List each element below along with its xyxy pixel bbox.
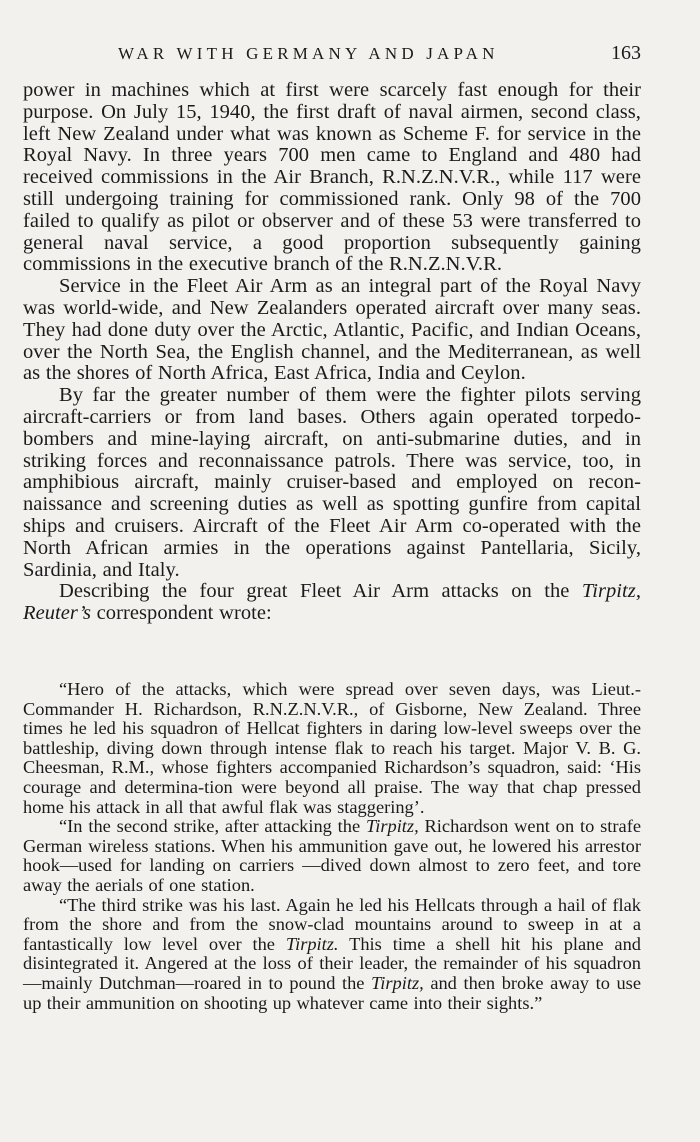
paragraph-4-text-a: Describing the four great Fleet Air Arm attacks on the	[59, 580, 582, 603]
page-header	[0, 42, 700, 70]
agency-name-reuters: Reuter’s	[23, 602, 91, 625]
paragraph-1: power in machines which at first were scarcely fast enough for their purpose. On July 15, 1940, the first draft of naval airmen, second class, left New Zealand under what was known as Scheme F. for service in the Royal Navy. In three years 700 men came to England and 480 had received commissions in the Air Branch, R.N.Z.N.V.R., while 117 were still undergoing training for commissioned rank. Only 98 of the 700 failed to qualify as pilot or observer and of these 53 were transferred to general naval service, a good proportion subsequently gaining commissions in the executive branch of the R.N.Z.N.V.R.	[23, 79, 641, 276]
paragraph-4	[23, 581, 641, 625]
paragraph-2: Service in the Fleet Air Arm as an integral part of the Royal Navy was world-wide, and New Zealanders operated aircraft over many seas. They had done duty over the Arctic, Atlantic, Pacific, and Indian Oceans, over the North Sea, the English channel, and the Mediterranean, as well as the shores of North Africa, East Africa, India and Ceylon.	[23, 275, 641, 385]
ship-name-tirpitz: Tirpitz,	[366, 816, 419, 837]
quote-paragraph-3	[23, 896, 641, 1014]
quote-2-text-b: Richardson went on to strafe German wireless stations. When his ammunition gave out, he lowered his arrestor hook—used for landing on carriers —dived down almost to zero feet, and tore away the aerials of one station.	[23, 816, 641, 895]
body-text	[23, 80, 641, 625]
running-title: WAR WITH GERMANY AND JAPAN	[118, 44, 499, 63]
ship-name-tirpitz: Tirpitz,	[371, 972, 424, 993]
ship-name-tirpitz: Tirpitz.	[285, 933, 339, 954]
ship-name-tirpitz: Tirpitz,	[581, 580, 641, 603]
quote-2-text-a: “In the second strike, after attacking the	[59, 816, 367, 837]
quote-3-text-c: and then broke away to use up their ammunition on shooting up whatever came into their sights.”	[23, 972, 641, 1013]
paragraph-3: By far the greater number of them were the fighter pilots serving aircraft-carriers or from land bases. Others again operated torpedo-bombers and mine-laying aircraft, on anti-submarine duties, and in striking forces and reconnaissance patrols. There was service, too, in amphibious aircraft, mainly cruiser-based and employed on recon-naissance and screening duties as well as spotting gunfire from capital ships and cruisers. Aircraft of the Fleet Air Arm co-operated with the North African armies in the operations against Pantellaria, Sicily, Sardinia, and Italy.	[23, 384, 641, 581]
quote-3-text-a: “The third strike was his last. Again he led his Hellcats through a hail of flak from the shore and from the snow-clad mountains around to sweep in at a fantastically low level over the	[23, 894, 641, 954]
block-quote	[23, 680, 641, 1013]
quote-paragraph-1: “Hero of the attacks, which were spread over seven days, was Lieut.-Commander H. Richardson, R.N.Z.N.V.R., of Gisborne, New Zealand. Three times he led his squadron of Hellcat fighters in daring low-level sweeps over the battleship, diving down through intense flak to reach his target. Major V. B. G. Cheesman, R.M., whose fighters accompanied Richardson’s squadron, said: ‘His courage and determina-tion were beyond all praise. The way that chap pressed home his attack in all that awful flak was staggering’.	[23, 679, 641, 817]
page-number: 163	[611, 42, 641, 64]
quote-3-text-b: This time a shell hit his plane and disintegrated it. Angered at the loss of their leader, the remainder of his squadron—mainly Dutchman—roared in to pound the	[23, 933, 641, 993]
quote-paragraph-2	[23, 817, 641, 895]
paragraph-4-text-b: correspondent wrote:	[90, 602, 272, 625]
